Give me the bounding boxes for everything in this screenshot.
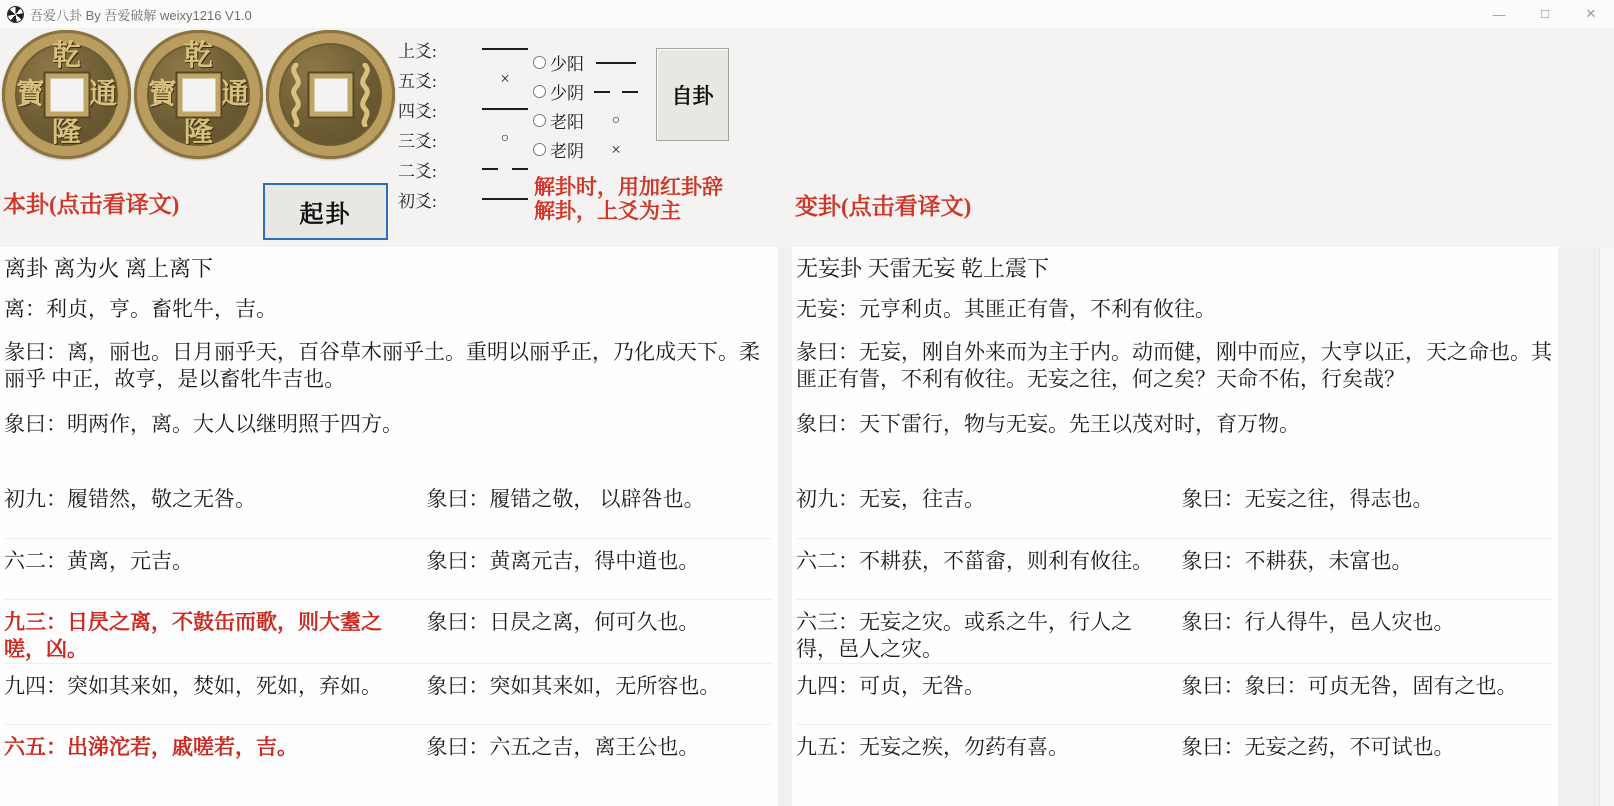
coin-char-top: 乾	[51, 40, 82, 72]
coin-hole	[50, 78, 83, 111]
xiang-text: 象曰：无妄之往，得志也。	[1181, 486, 1434, 511]
legend-option-laoyin[interactable]	[533, 137, 640, 162]
hexagram-judgment: 离：利贞，亨。畜牝牛，吉。	[4, 296, 277, 321]
yao-label: 初爻:	[398, 191, 437, 211]
xiang-text: 象曰：象曰：可贞无咎，固有之也。	[1181, 674, 1518, 699]
yao-row-4	[398, 96, 530, 122]
legend-symbol	[592, 83, 640, 101]
yao-row-3	[398, 126, 530, 152]
radio-icon[interactable]	[533, 143, 546, 156]
hexagram-title: 无妄卦 天雷无妄 乾上震下	[796, 256, 1050, 281]
yao-text: 九三：日昃之离，不鼓缶而歌，则大耋之嗟，凶。	[4, 609, 382, 662]
yao-text: 九四：可贞，无咎。	[796, 674, 985, 699]
xiang-text: 象曰：黄离元吉，得中道也。	[426, 548, 700, 573]
yao-line-panel	[398, 36, 530, 216]
yao-text-row	[4, 538, 772, 599]
bengua-link[interactable]: 本卦(点击看译文)	[3, 192, 180, 217]
xiang-commentary: 象曰：明两作，离。大人以继明照于四方。	[4, 412, 403, 437]
coin-hole	[314, 78, 347, 111]
app-icon	[7, 6, 24, 23]
yao-symbol	[480, 160, 530, 178]
coin-char-bottom: 隆	[183, 116, 214, 148]
zigua-button[interactable]: 自卦	[656, 48, 729, 141]
hexagram-title: 离卦 离为火 离上离下	[4, 256, 214, 281]
legend-option-shaoyang[interactable]	[533, 50, 640, 75]
coin-char-bottom: 隆	[51, 116, 82, 148]
yao-row-2	[398, 156, 530, 182]
xiang-text: 象曰：行人得牛，邑人灾也。	[1181, 609, 1455, 634]
yao-text: 九四：突如其来如，焚如，死如，弃如。	[4, 674, 382, 699]
xiang-text: 象曰：履错之敬， 以辟咎也。	[426, 486, 705, 511]
coin-char-right: 通	[87, 78, 117, 110]
yao-text-row	[4, 599, 772, 664]
coin-char-top: 乾	[183, 40, 214, 72]
maximize-button[interactable]: ☐	[1540, 8, 1550, 21]
yao-row-1	[398, 186, 530, 212]
biangua-panel[interactable]	[792, 247, 1558, 806]
yao-label: 上爻:	[398, 41, 437, 61]
top-section	[0, 28, 1614, 247]
yao-text-rows	[4, 477, 772, 786]
legend-label: 老阳	[550, 113, 584, 132]
interpretation-hint	[534, 176, 723, 223]
minimize-button[interactable]: —	[1492, 6, 1506, 22]
yao-text: 六二：不耕获，不菑畲，则利有攸往。	[796, 548, 1153, 573]
yao-text: 六五：出涕沱若，戚嗟若，吉。	[4, 735, 298, 760]
tuan-commentary: 彖曰：无妄，刚自外来而为主于内。动而健，刚中而应，大亨以正，天之命也。其匪正有眚，不利有攸往。无妄之往，何之矣？天命不佑，行矣哉？	[796, 339, 1552, 392]
legend-option-shaoyin[interactable]	[533, 79, 640, 104]
radio-icon[interactable]	[533, 56, 546, 69]
xiang-text: 象曰：突如其来如，无所容也。	[426, 674, 721, 699]
xiang-text: 象曰：六五之吉，离王公也。	[426, 735, 700, 760]
yao-text: 初九：履错然，敬之无咎。	[4, 486, 256, 511]
yao-text-row	[4, 663, 772, 724]
legend-label: 少阴	[550, 84, 584, 103]
manchu-script-right	[355, 63, 375, 127]
xiang-text: 象曰：无妄之药，不可试也。	[1181, 735, 1455, 760]
coin-reverse	[266, 30, 395, 159]
yao-symbol	[480, 100, 530, 118]
yao-text-row	[796, 538, 1552, 599]
vertical-scrollbar[interactable]	[1599, 247, 1614, 806]
yao-symbol	[480, 70, 530, 88]
hint-line-2: 解卦，上爻为主	[534, 198, 681, 223]
yao-row-5	[398, 66, 530, 92]
line-type-legend	[533, 50, 640, 166]
yao-text-row	[796, 724, 1552, 785]
biangua-link[interactable]: 变卦(点击看译文)	[795, 194, 972, 219]
yao-label: 三爻:	[398, 131, 437, 151]
legend-symbol	[592, 112, 640, 130]
yao-symbol	[480, 40, 530, 58]
coin-row	[2, 30, 398, 159]
yao-text: 初九：无妄，往吉。	[796, 486, 985, 511]
title-bar	[0, 0, 1614, 28]
coin-obverse-1	[2, 30, 131, 159]
legend-label: 老阴	[550, 142, 584, 161]
hint-line-1: 解卦时，用加红卦辞	[534, 175, 723, 199]
yao-row-top	[398, 36, 530, 62]
tuan-commentary: 彖曰：离，丽也。日月丽乎天，百谷草木丽乎土。重明以丽乎正，乃化成天下。柔丽乎 中正，故亨，是以畜牝牛吉也。	[4, 339, 760, 392]
yao-label: 二爻:	[398, 161, 437, 181]
yao-text-row	[4, 477, 772, 538]
yao-symbol	[480, 130, 530, 148]
yao-text-row	[796, 663, 1552, 724]
qigua-button[interactable]: 起卦	[263, 183, 388, 240]
yao-symbol	[480, 190, 530, 208]
close-button[interactable]: ✕	[1585, 6, 1597, 21]
manchu-script-left	[286, 63, 306, 127]
legend-label: 少阳	[550, 55, 584, 74]
coin-hole	[182, 78, 215, 111]
yao-text: 六二：黄离，元吉。	[4, 548, 193, 573]
coin-char-left: 寳	[148, 78, 178, 110]
yao-label: 五爻:	[398, 71, 437, 91]
radio-icon[interactable]	[533, 114, 546, 127]
yao-text-row	[4, 724, 772, 785]
yao-text: 九五：无妄之疾，勿药有喜。	[796, 735, 1069, 760]
bengua-panel[interactable]	[0, 247, 778, 806]
xiang-commentary: 象曰：天下雷行，物与无妄。先王以茂对时，育万物。	[796, 412, 1300, 437]
radio-icon[interactable]	[533, 85, 546, 98]
legend-symbol	[592, 54, 640, 72]
yao-label: 四爻:	[398, 101, 437, 121]
window-controls	[1476, 0, 1614, 28]
xiang-text: 象曰：日昃之离，何可久也。	[426, 609, 700, 634]
coin-obverse-2	[134, 30, 263, 159]
coin-char-left: 寳	[16, 78, 46, 110]
yao-text-row	[796, 599, 1552, 664]
yao-text: 六三：无妄之灾。或系之牛，行人之得，邑人之灾。	[796, 609, 1132, 662]
yao-text-rows	[796, 477, 1552, 786]
window-title: 吾爱八卦 By 吾爱破解 weixy1216 V1.0	[30, 7, 252, 23]
legend-symbol	[592, 141, 640, 159]
yao-text-row	[796, 477, 1552, 538]
coin-char-right: 通	[219, 78, 249, 110]
hexagram-judgment: 无妄：元亨利贞。其匪正有眚，不利有攸往。	[796, 296, 1216, 321]
legend-option-laoyang[interactable]	[533, 108, 640, 133]
xiang-text: 象曰：不耕获，未富也。	[1181, 548, 1413, 573]
